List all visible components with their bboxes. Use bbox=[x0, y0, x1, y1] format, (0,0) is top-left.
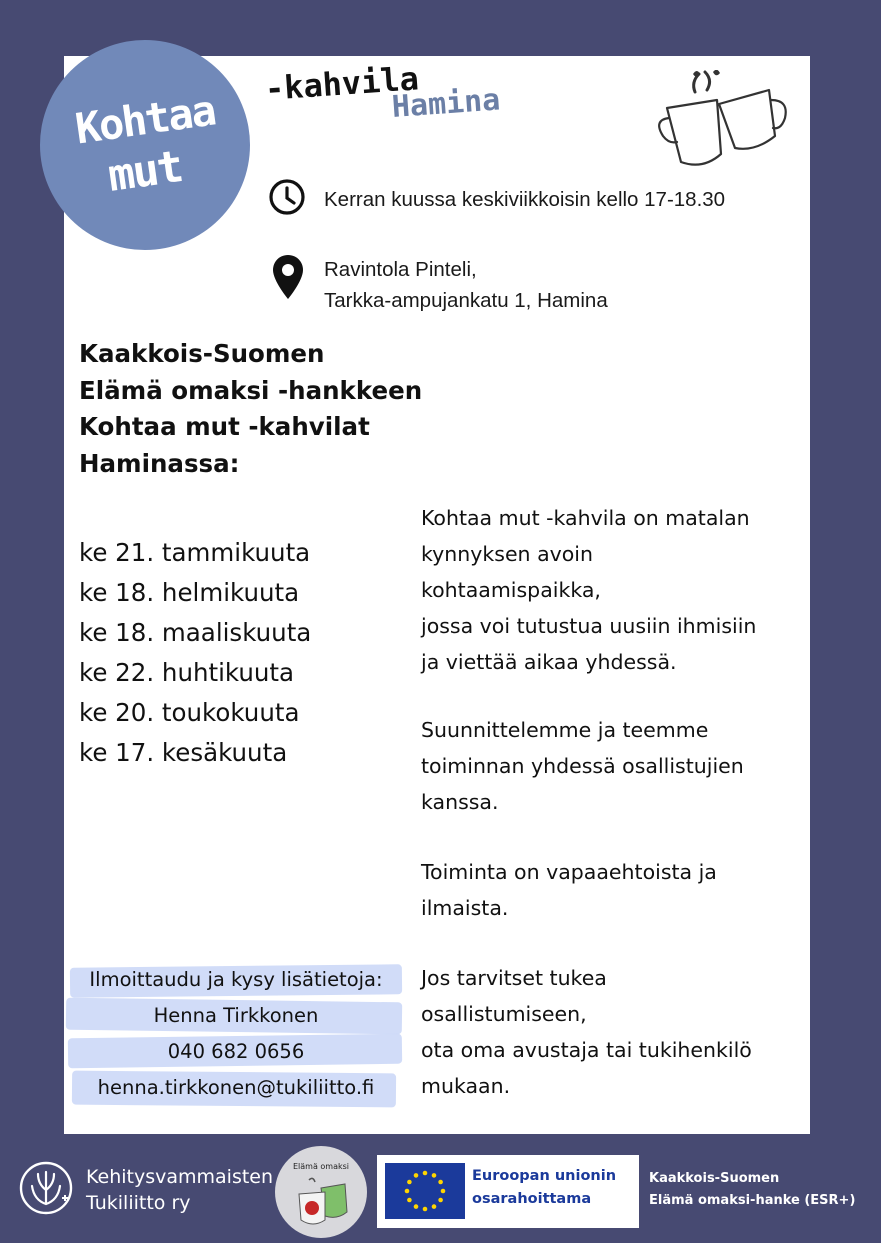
badge-label: Elämä omaksi bbox=[292, 1162, 350, 1171]
project-heading bbox=[79, 336, 449, 482]
date-item: ke 17. kesäkuuta bbox=[79, 738, 288, 767]
eu-funding-text bbox=[472, 1165, 616, 1211]
text-line: toiminnan yhdessä osallistujien bbox=[421, 754, 744, 778]
kohtaa-mut-logo bbox=[40, 40, 250, 250]
date-item: ke 18. maaliskuuta bbox=[79, 618, 312, 647]
contact-block bbox=[66, 962, 406, 1106]
org-name-line-1: Kehitysvammaisten bbox=[86, 1166, 274, 1188]
contact-name: Henna Tirkkonen bbox=[153, 1004, 319, 1027]
eu-line-1: Euroopan unionin bbox=[472, 1168, 617, 1184]
heading-line: Kohtaa mut -kahvilat bbox=[79, 412, 370, 441]
project-line-2: Elämä omaksi-hanke (ESR+) bbox=[649, 1193, 856, 1208]
text-line: Toiminta on vapaaehtoista ja bbox=[421, 860, 717, 884]
location-line-1: Ravintola Pinteli, bbox=[324, 258, 477, 281]
text-line: Kohtaa mut -kahvila on matalan bbox=[421, 506, 750, 530]
date-item: ke 18. helmikuuta bbox=[79, 578, 300, 607]
text-line: jossa voi tutustua uusiin ihmisiin bbox=[421, 614, 757, 638]
tukiliitto-logo-icon bbox=[18, 1160, 74, 1216]
paragraph-support bbox=[421, 960, 752, 1104]
schedule-text: Kerran kuussa keskiviikkoisin kello 17-18.30 bbox=[324, 188, 726, 211]
eu-line-2: osarahoittama bbox=[472, 1191, 592, 1207]
title-kahvila: -kahvila bbox=[263, 59, 421, 108]
elama-omaksi-badge bbox=[275, 1146, 367, 1238]
text-line: ilmaista. bbox=[421, 896, 509, 920]
text-line: Jos tarvitset tukea bbox=[421, 966, 607, 990]
org-name bbox=[86, 1164, 273, 1216]
text-line: kynnyksen avoin bbox=[421, 542, 593, 566]
heading-line: Haminassa: bbox=[79, 448, 240, 478]
date-item: ke 22. huhtikuuta bbox=[79, 658, 295, 687]
logo-line-1: Kohtaa bbox=[72, 85, 218, 154]
text-line: mukaan. bbox=[421, 1074, 511, 1098]
paragraph-intro bbox=[421, 500, 756, 680]
location-line-2: Tarkka-ampujankatu 1, Hamina bbox=[324, 289, 608, 312]
project-name bbox=[649, 1168, 855, 1212]
location-pin-icon bbox=[272, 254, 304, 300]
org-name-line-2: Tukiliitto ry bbox=[86, 1192, 191, 1214]
clock-icon bbox=[268, 178, 306, 216]
heading-line: Elämä omaksi -hankkeen bbox=[79, 375, 423, 405]
contact-label: Ilmoittaudu ja kysy lisätietoja: bbox=[89, 968, 383, 991]
text-line: Suunnittelemme ja teemme bbox=[421, 718, 709, 742]
paragraph-voluntary bbox=[421, 854, 717, 926]
badge-cups-icon bbox=[293, 1176, 351, 1228]
text-line: ja viettää aikaa yhdessä. bbox=[421, 650, 677, 674]
text-line: osallistumiseen, bbox=[421, 1002, 587, 1026]
eu-funding-badge bbox=[377, 1155, 639, 1228]
date-item: ke 21. tammikuuta bbox=[79, 538, 311, 567]
date-list bbox=[79, 533, 399, 773]
contact-email[interactable]: henna.tirkkonen@tukiliitto.fi bbox=[97, 1076, 375, 1099]
heading-line: Kaakkois-Suomen bbox=[79, 339, 325, 368]
coffee-cups-icon bbox=[655, 70, 795, 175]
paragraph-planning bbox=[421, 712, 744, 820]
text-line: kohtaamispaikka, bbox=[421, 578, 601, 602]
project-line-1: Kaakkois-Suomen bbox=[649, 1171, 780, 1186]
text-line: ota oma avustaja tai tukihenkilö bbox=[421, 1038, 752, 1062]
contact-phone[interactable]: 040 682 0656 bbox=[167, 1040, 305, 1063]
text-line: kanssa. bbox=[421, 790, 499, 814]
logo-line-2: mut bbox=[104, 141, 185, 202]
date-item: ke 20. toukokuuta bbox=[79, 698, 300, 727]
location-text bbox=[324, 254, 608, 316]
eu-flag-icon bbox=[385, 1163, 465, 1219]
title-city: Hamina bbox=[390, 82, 502, 125]
